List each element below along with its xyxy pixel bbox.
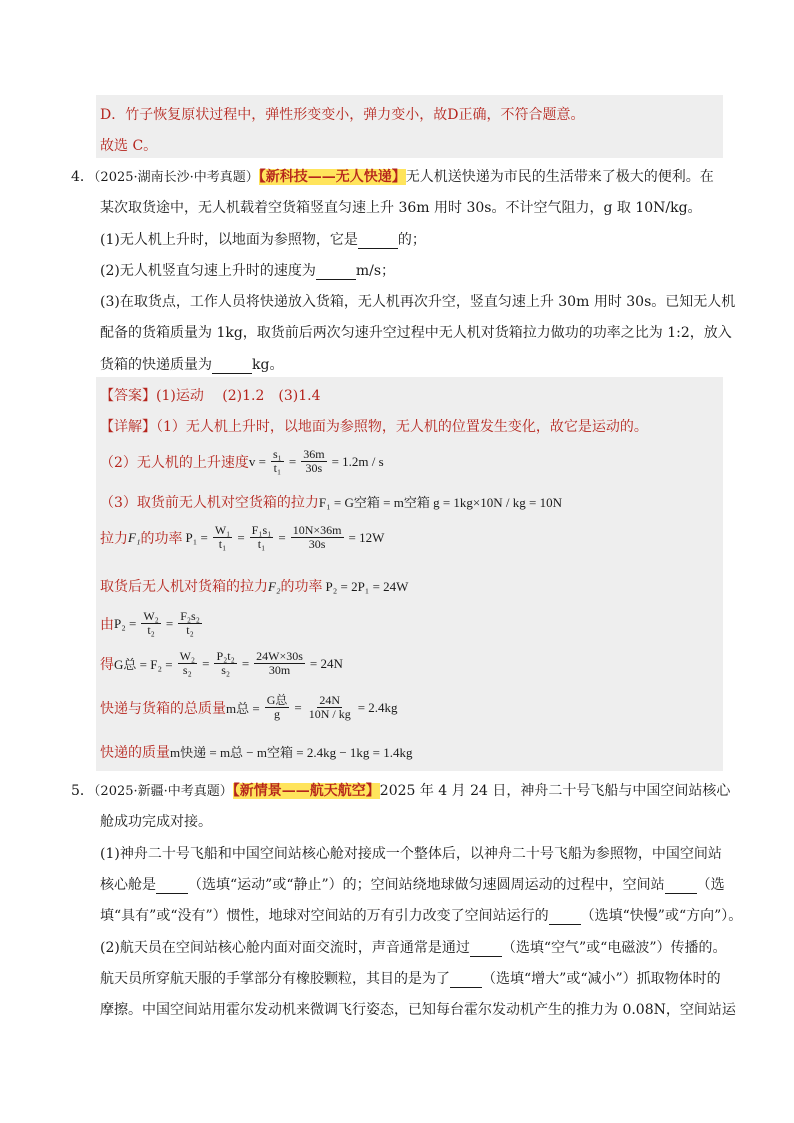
q5-blank1[interactable] — [156, 877, 188, 894]
q5-part2-line1 — [100, 937, 726, 957]
q4-detail-4-formula: P₁ = $\frac{\text{W₁}}{\text{t₁}}$ = $\frac{\text{F₁s₁}}{\text{t₁}}$ = $\frac{10N\times 36m}{30s}$ = 12W — [185, 523, 385, 551]
q4-detail-8 — [100, 694, 398, 721]
q5-part1-line3 — [100, 905, 742, 925]
q5-p2l1-b: （选填“空气”或“电磁波”）传播的。 — [501, 940, 727, 956]
q4-part1 — [100, 229, 426, 249]
q4-detail-6-text: 由 — [100, 616, 114, 633]
q4-detail-9-text: 快递的质量 — [100, 745, 170, 761]
prev-choice: 故选 C。 — [100, 138, 158, 154]
q4-number: 4． — [71, 169, 94, 185]
q4-stem-line1 — [71, 166, 714, 186]
q4-tag: 【新科技——无人快递】 — [258, 169, 406, 185]
q4-detail-7 — [100, 650, 343, 677]
q4-answer-text: (1)运动 (2)1.2 (3)1.4 — [156, 388, 321, 404]
q4-detail-8-text: 快递与货箱的总质量 — [100, 700, 226, 717]
q4-detail-5-text: 取货后无人机对货箱的拉力 — [100, 579, 268, 595]
q4-part3-text: 货箱的快递质量为 — [100, 357, 212, 373]
q4-detail-2-formula: v = $\frac{\text{s₁}}{\text{t₁}}$ = $\frac{36m}{30s}$ = 1.2m / s — [248, 447, 384, 475]
q5-p1l2-b: （选填“运动”或“静止”）的；空间站绕地球做匀速圆周运动的过程中，空间站 — [188, 877, 665, 893]
q5-p1l3-a: 填“具有”或“没有”）惯性，地球对空间站的万有引力改变了空间站运行的 — [100, 908, 549, 924]
q4-part2-end: m/s； — [355, 263, 396, 279]
q4-detail-1-text: （1）无人机上升时，以地面为参照物，无人机的位置发生变化，故它是运动的。 — [156, 419, 648, 435]
q4-detail-1 — [100, 416, 648, 436]
q4-detail-4: 拉力 F₁ 的功率 P₁ = $\frac{\text{W₁}}{\text{t₁}}$ = $\frac{\text{F₁s₁}}{\text{t₁}}$ = $\frac{10N\times 36m}{30s}$ = 12W — [100, 523, 385, 551]
q5-p1l2-a: 核心舱是 — [100, 877, 156, 893]
q5-stem1: 2025 年 4 月 24 日，神舟二十号飞船与中国空间站核心 — [379, 783, 731, 799]
q4-detail-3-formula: F₁ = G空箱 = m空箱 g = 1kg×10N / kg = 10N — [318, 495, 562, 510]
q4-part1-end: 的； — [397, 232, 426, 248]
q5-number: 5． — [71, 783, 94, 799]
q5-p2l1-a: (2)航天员在空间站核心舱内面对面交流时，声音通常是通过 — [100, 940, 470, 956]
q4-source: （2025·湖南长沙·中考真题） — [93, 170, 259, 185]
q5-blank4[interactable] — [470, 940, 502, 957]
q4-detail-9 — [100, 742, 413, 762]
q5-stem-line1 — [71, 780, 730, 800]
q5-tag: 【新情景——航天航空】 — [232, 783, 380, 799]
q5-blank2[interactable] — [665, 877, 697, 894]
q4-part2-text: (2)无人机竖直匀速上升时的速度为 — [100, 263, 316, 279]
q4-part2 — [100, 260, 395, 280]
q4-detail-label: 【详解】 — [100, 419, 156, 435]
q4-detail-6 — [100, 610, 204, 637]
q5-part2-line2 — [100, 968, 721, 988]
q4-detail-8-formula: m总 = $\frac{\text{G总}}{g}$ = $\frac{24N}{10N / kg}$ = 2.4kg — [226, 693, 398, 721]
q4-blank2[interactable] — [316, 263, 356, 280]
q5-p2l2-a: 航天员所穿航天服的手掌部分有橡胶颗粒，其目的是为了 — [100, 971, 450, 987]
q5-part1-line1: (1)神舟二十号飞船和中国空间站核心舱对接成一个整体后，以神舟二十号飞船为参照物，中国空间站 — [100, 846, 722, 862]
q5-p1l2-c: （选 — [696, 877, 725, 893]
q4-detail-2-text: （2）无人机的上升速度 — [100, 454, 249, 471]
q4-answer — [100, 385, 320, 405]
q5-blank5[interactable] — [450, 971, 482, 988]
q5-stem-line2: 舱成功完成对接。 — [100, 814, 212, 830]
q5-p1l3-b: （选填“快慢”或“方向”）。 — [580, 908, 743, 924]
q4-detail-7-text: 得 — [100, 656, 114, 673]
q4-detail-9-formula: m快递 = m总 − m空箱 = 2.4kg − 1kg = 1.4kg — [170, 745, 413, 760]
q5-part2-line3: 摩擦。中国空间站用霍尔发动机来微调飞行姿态，已知每台霍尔发动机产生的推力为 0.08N，空间站运 — [100, 1002, 736, 1018]
q4-answer-label: 【答案】 — [100, 388, 156, 404]
q4-blank1[interactable] — [358, 232, 398, 249]
q4-detail-3-text: （3）取货前无人机对空货箱的拉力 — [100, 495, 319, 511]
q4-part1-text: (1)无人机上升时，以地面为参照物，它是 — [100, 232, 358, 248]
q4-detail-5: 取货后无人机对货箱的拉力F₂的功率 P₂ = 2P₁ = 24W — [100, 579, 409, 595]
q5-source: （2025·新疆·中考真题） — [93, 784, 233, 799]
q4-blank3[interactable] — [212, 357, 252, 374]
q4-detail-4-text: 拉力 — [100, 530, 128, 547]
q4-part3-end: kg。 — [252, 357, 284, 373]
q4-part3-line1: (3)在取货点，工作人员将快递放入货箱，无人机再次升空，竖直匀速上升 30m 用时 30s。已知无人机 — [100, 294, 736, 310]
q4-detail-6-formula: P₂ = $\frac{\text{W₂}}{\text{t₂}}$ = $\frac{\text{F₂s₂}}{\text{t₂}}$ — [114, 609, 200, 637]
q4-detail-7-formula: G总 = F₂ = $\frac{\text{W₂}}{\text{s₂}}$ = $\frac{\text{P₂t₂}}{\text{s₂}}$ = $\frac{24W\times 30s}{30m}$ = 24N — [114, 649, 343, 677]
q4-stem1: 无人机送快递为市民的生活带来了极大的便利。在 — [405, 169, 714, 185]
q4-detail-2 — [100, 448, 384, 475]
q4-part3-line3 — [100, 354, 283, 374]
q4-stem-line2: 某次取货途中，无人机载着空货箱竖直匀速上升 36m 用时 30s。不计空气阻力，g 取 10N/kg。 — [100, 200, 702, 216]
prev-option-d: D．竹子恢复原状过程中，弹性形变变小，弹力变小，故D正确，不符合题意。 — [100, 107, 585, 123]
q4-part3-line2: 配备的货箱质量为 1kg，取货前后两次匀速升空过程中无人机对货箱拉力做功的功率之比为 1:2，放入 — [100, 325, 732, 341]
q4-detail-3 — [100, 492, 562, 512]
q5-p2l2-b: （选填“增大”或“减小”）抓取物体时的 — [482, 971, 721, 987]
q5-blank3[interactable] — [549, 908, 581, 925]
q5-part1-line2 — [100, 874, 725, 894]
